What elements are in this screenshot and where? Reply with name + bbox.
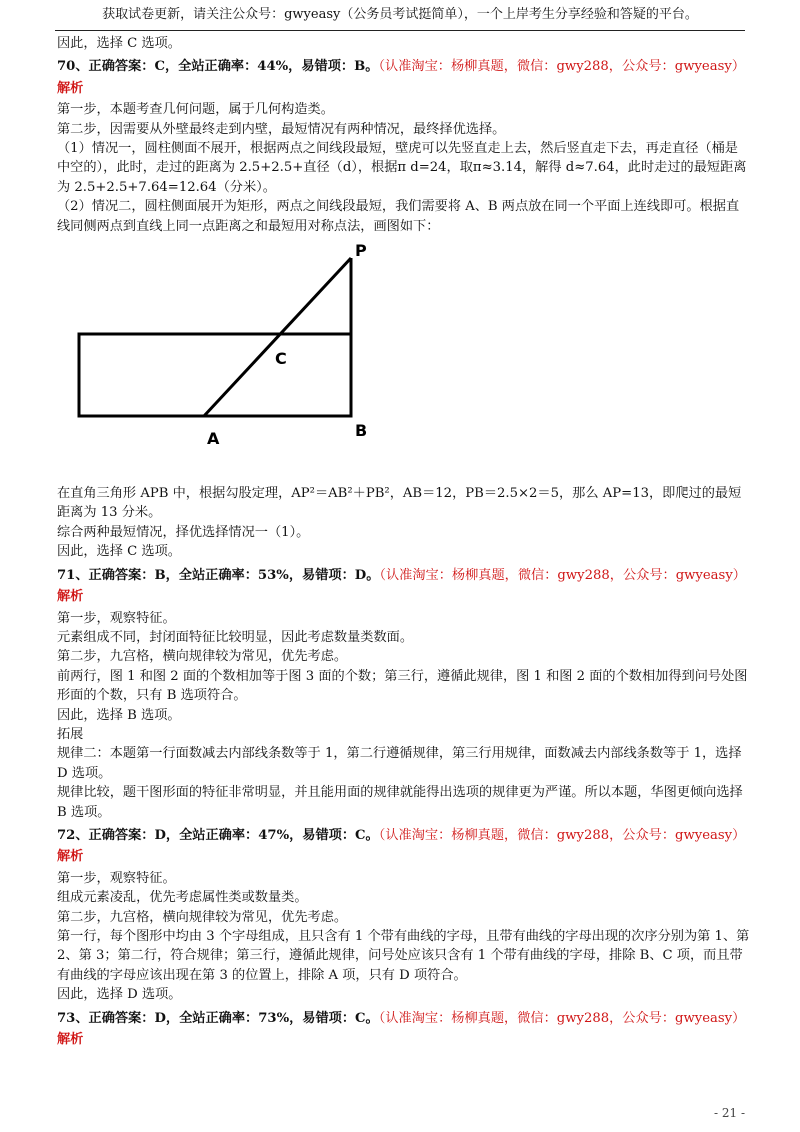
header-text: 获取试卷更新，请关注公众号：gwyeasy（公务员考试挺简单），一个上岸考生分享经验和答疑的平台。 (102, 7, 698, 22)
geometry-diagram (57, 240, 457, 482)
paragraph: 第一步，观察特征。 (57, 870, 176, 886)
paragraph: 规律比较，题干图形面的特征非常明显，并且能用面的规律就能得出选项的规律更为严谨。所以本题，华图更倾向选择 B 选项。 (57, 785, 743, 820)
paragraph: 规律二：本题第一行面数减去内部线条数等于 1，第二行遵循规律，第三行用规律，面数减去内部线条数等于 1，选择 D 选项。 (57, 746, 742, 781)
question-70-answer: 70、正确答案：C，全站正确率：44%，易错项：B。（认准淘宝：杨柳真题，微信：gwy288，公众号：gwyeasy） (57, 59, 746, 75)
question-71-answer: 71、正确答案：B，全站正确率：53%，易错项：D。（认准淘宝：杨柳真题，微信：gwy288，公众号：gwyeasy） (57, 567, 746, 583)
source-note: （认准淘宝：杨柳真题，微信：gwy288，公众号：gwyeasy） (378, 59, 746, 75)
analysis-heading: 解析 (57, 80, 84, 96)
question-72-answer: 72、正确答案：D，全站正确率：47%，易错项：C。（认准淘宝：杨柳真题，微信：gwy288，公众号：gwyeasy） (57, 827, 746, 843)
label-a: A (207, 429, 220, 449)
question-73-answer: 73、正确答案：D，全站正确率：73%，易错项：C。（认准淘宝：杨柳真题，微信：gwy288，公众号：gwyeasy） (57, 1010, 746, 1026)
segment-ap (204, 258, 351, 416)
paragraph: 因此，选择 D 选项。 (57, 987, 182, 1003)
paragraph: 因此，选择 C 选项。 (57, 36, 181, 51)
paragraph: 第二步，九宫格，横向规律较为常见，优先考虑。 (57, 649, 348, 665)
label-b: B (355, 421, 368, 441)
analysis-heading: 解析 (57, 589, 84, 605)
paragraph: 第二步，因需要从外壁最终走到内壁，最短情况有两种情况，最终择优选择。 (57, 121, 506, 137)
analysis-heading: 解析 (57, 1032, 84, 1048)
paragraph: 前两行，图 1 和图 2 面的个数相加等于图 3 面的个数；第三行，遵循此规律，图 1 和图 2 面的个数相加得到问号处图形面的个数，只有 B 选项符合。 (57, 668, 748, 704)
extension-heading: 拓展 (57, 726, 84, 742)
paragraph: 因此，选择 C 选项。 (57, 544, 181, 560)
paragraph: 第一步，观察特征。 (57, 610, 176, 626)
geometry-figure (57, 240, 750, 482)
label-c: C (275, 349, 287, 369)
paragraph: 综合两种最短情况，择优选择情况一（1）。 (57, 524, 310, 540)
page-number: - 21 - (713, 1106, 745, 1120)
source-note: （认准淘宝：杨柳真题，微信：gwy288，公众号：gwyeasy） (379, 567, 746, 583)
paragraph: 组成元素凌乱，优先考虑属性类或数量类。 (57, 890, 308, 906)
paragraph: 元素组成不同，封闭面特征比较明显，因此考虑数量类数面。 (57, 629, 414, 645)
label-p: P (355, 241, 367, 261)
source-note: （认准淘宝：杨柳真题，微信：gwy288，公众号：gwyeasy） (378, 827, 746, 843)
paragraph: 因此，选择 B 选项。 (57, 707, 181, 723)
page-header (55, 4, 745, 31)
analysis-heading: 解析 (57, 849, 84, 865)
source-note: （认准淘宝：杨柳真题，微信：gwy288，公众号：gwyeasy） (378, 1010, 746, 1026)
page-content (57, 34, 750, 1051)
paragraph: （2）情况二，圆柱侧面展开为矩形，两点之间线段最短，我们需要将 A、B 两点放在同一个平面上连线即可。根据直线同侧两点到直线上同一点距离之和最短用对称点法，画图如下： (57, 199, 740, 234)
paragraph: 在直角三角形 APB 中，根据勾股定理，AP²＝AB²＋PB²，AB＝12，PB＝2.5×2＝5，那么 AP=13，即爬过的最短距离为 13 分米。 (57, 486, 742, 521)
paragraph: 第一步，本题考查几何问题，属于几何构造类。 (57, 102, 334, 118)
paragraph: 第一行，每个图形中均由 3 个字母组成，且只含有 1 个带有曲线的字母，且带有曲线的字母出现的次序分别为第 1、第 2、第 3；第二行，符合规律；第三行，遵循此规律，问号处应该只含有 1 个带有曲线的字母，排除 B、C 项，而且带有曲线的字母应该出现在第 3 的位置上，排除 A 项，只有 D 项符合。 (57, 929, 750, 983)
paragraph: 第二步，九宫格，横向规律较为常见，优先考虑。 (57, 909, 348, 925)
paragraph: （1）情况一，圆柱侧面不展开，根据两点之间线段最短，壁虎可以先竖直走上去，然后竖直走下去，再走直径（桶是中空的），此时，走过的距离为 2.5+2.5+直径（d），根据π d=24，取π≈3.14，解得 d≈7.64，此时走过的最短距离为 2.5+2.5+7.64=12.64（分米）。 (57, 141, 747, 195)
